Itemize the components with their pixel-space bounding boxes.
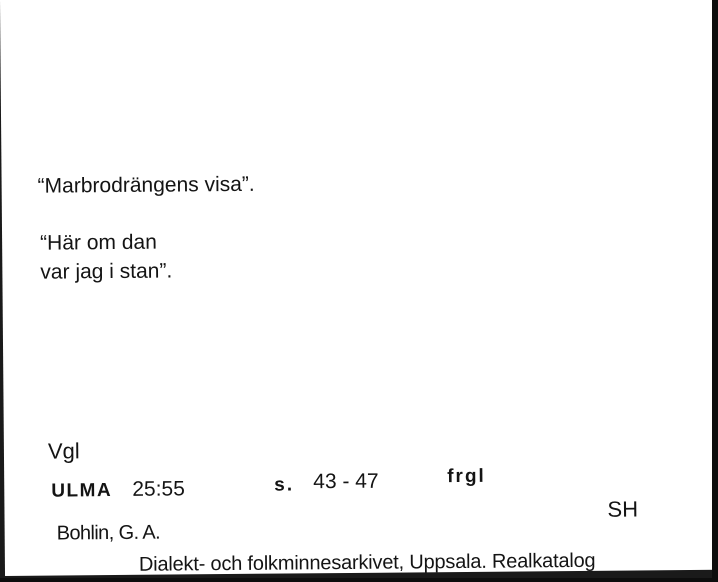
incipit-line-1: “Här om dan	[40, 230, 157, 255]
page-range: 43 - 47	[313, 469, 379, 494]
song-title: “Marbrodrängens visa”.	[37, 172, 255, 198]
scan-edge-bottom	[0, 578, 718, 582]
archive-footer: Dialekt- och folkminnesarkivet, Uppsala. Realkatalog	[138, 549, 596, 576]
abbreviation: frgl	[447, 465, 486, 488]
page-label: s.	[274, 474, 295, 496]
reference-label: Vgl	[47, 438, 80, 464]
author-name: Bohlin, G. A.	[56, 521, 161, 545]
archive-code: ULMA	[51, 480, 113, 502]
scan-edge-right	[712, 0, 718, 582]
incipit-line-2: var jag i stan”.	[40, 259, 173, 284]
collector-initials: SH	[607, 496, 639, 522]
archive-number: 25:55	[132, 477, 185, 501]
